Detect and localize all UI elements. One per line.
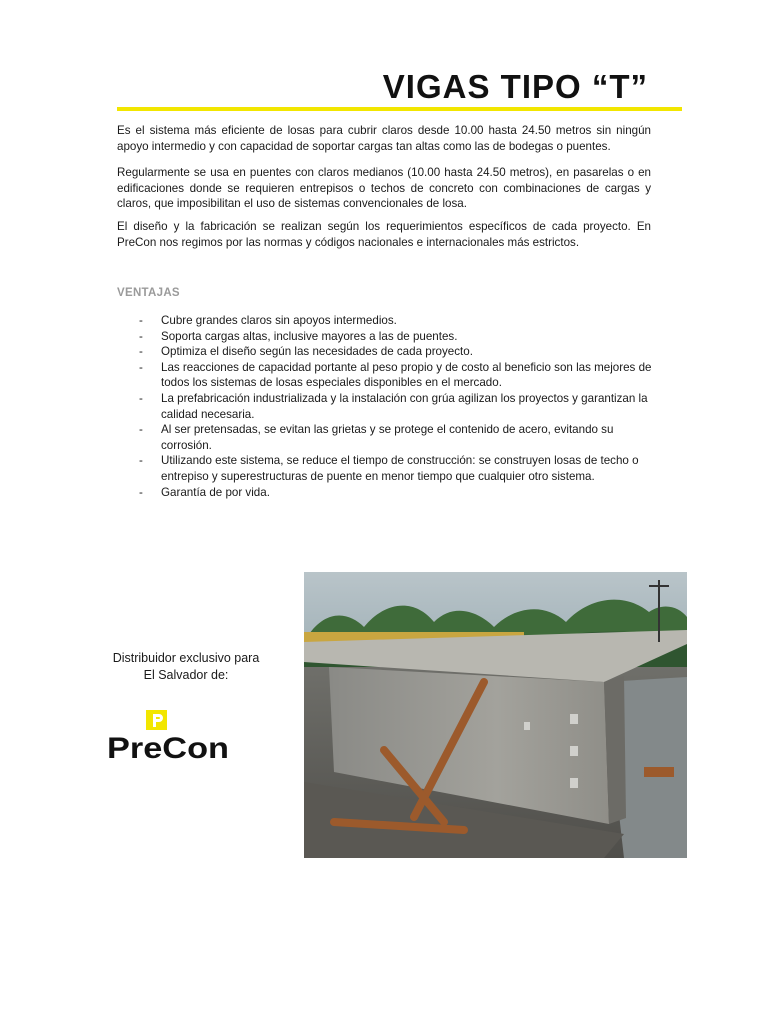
bullet-dash: - [139, 314, 143, 327]
distributor-note [86, 650, 286, 684]
page-title: VIGAS TIPO “T” [382, 68, 648, 105]
list-item-text: Cubre grandes claros sin apoyos intermedios. [161, 314, 397, 327]
design-paragraph: El diseño y la fabricación se realizan según los requerimientos específicos de cada proyecto. En PreCon nos regimos por las normas y códigos nacionales e internacionales más estrictos. [117, 220, 651, 249]
beam-plate [524, 722, 530, 730]
beam-plate [570, 746, 578, 756]
list-item-text: Al ser pretensadas, se evitan las grietas y se protege el contenido de acero, evitando su corrosión. [161, 423, 614, 452]
list-item-text: Las reacciones de capacidad portante al peso propio y de costo al beneficio son las mejores de todos los sistemas de losas especiales disponibles en el mercado. [161, 360, 652, 390]
list-item-text: Utilizando este sistema, se reduce el tiempo de construcción: se construyen losas de techo o entrepiso y superestructuras de puente en menor tiempo que cualquier otro sistema. [161, 454, 639, 483]
bullet-dash: - [139, 345, 143, 359]
list-item [139, 422, 659, 453]
beam-plate [570, 778, 578, 788]
bullet-dash: - [139, 329, 143, 343]
ventajas-heading: VENTAJAS [117, 287, 180, 299]
bullet-dash: - [139, 423, 143, 437]
distributor-line-2: El Salvador de: [143, 668, 229, 682]
list-item [139, 360, 659, 391]
bullet-dash: - [139, 454, 143, 468]
distributor-line-1: Distribuidor exclusivo para [112, 651, 260, 665]
beam-plate [570, 714, 578, 724]
precon-logo [106, 708, 232, 764]
list-item [139, 344, 659, 360]
list-item [139, 485, 659, 501]
list-item [139, 313, 659, 329]
title-underline [117, 107, 682, 111]
intro-paragraph: Es el sistema más eficiente de losas para cubrir claros desde 10.00 hasta 24.50 metros sin ningún apoyo intermedio y con capacidad de soportar cargas tan altas como las de bodegas o puentes. [117, 124, 651, 153]
list-item-text: Optimiza el diseño según las necesidades de cada proyecto. [161, 345, 473, 359]
list-item [139, 391, 659, 422]
bullet-dash: - [139, 360, 143, 374]
ventajas-list [139, 313, 659, 500]
list-item [139, 453, 659, 484]
logo-wordmark: PreCon [107, 732, 229, 764]
list-item [139, 329, 659, 345]
list-item-text: La prefabricación industrializada y la instalación con grúa agilizan los proyectos y garantizan la calidad necesaria. [161, 391, 648, 421]
list-item-text: Soporta cargas altas, inclusive mayores a las de puentes. [161, 329, 458, 343]
t-beam-photo [304, 572, 687, 858]
list-item-text: Garantía de por vida. [161, 485, 270, 499]
brace-base [644, 767, 674, 777]
bullet-dash: - [139, 391, 143, 405]
usage-paragraph: Regularmente se usa en puentes con claros medianos (10.00 hasta 24.50 metros), en pasarelas o en edificaciones donde se requieren entrepisos o techos de concreto con combinaciones de cargas y claros, que imposibilitan el uso de sistemas convencionales de losa. [117, 166, 651, 210]
bullet-dash: - [139, 485, 143, 499]
